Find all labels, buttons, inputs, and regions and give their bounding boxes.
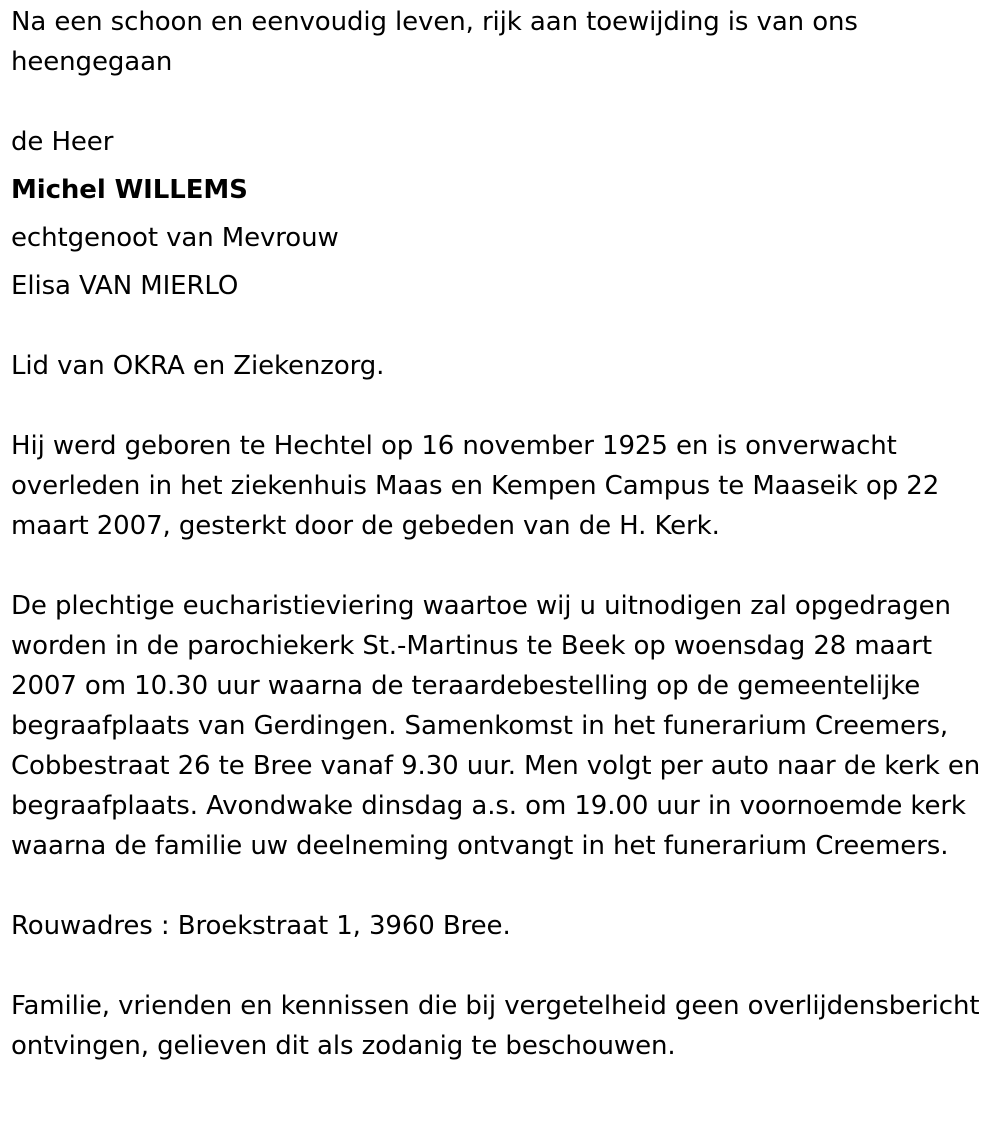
- spacer: [11, 946, 990, 986]
- spacer: [11, 82, 990, 122]
- spacer: [11, 866, 990, 906]
- membership-text: Lid van OKRA en Ziekenzorg.: [11, 351, 385, 381]
- deceased-name: Michel WILLEMS: [11, 175, 248, 205]
- spacer: [11, 306, 990, 346]
- title-line: de Heer: [11, 127, 114, 157]
- birth-death-text: Hij werd geboren te Hechtel op 16 november 1925 en is onverwacht overleden in het ziekenhuis Maas en Kempen Campus te Maaseik op 22 maart 2007, gesterkt door de gebeden van de H. Kerk.: [11, 431, 940, 541]
- spouse-name: Elisa VAN MIERLO: [11, 271, 239, 301]
- spacer: [11, 546, 990, 586]
- spacer: [11, 386, 990, 426]
- ceremony-text: De plechtige eucharistieviering waartoe wij u uitnodigen zal opgedragen worden in de parochiekerk St.-Martinus te Beek op woensdag 28 maart 2007 om 10.30 uur waarna de teraardebestelling op de gemeentelijke begraafplaats van Gerdingen. Samenkomst in het funerarium Creemers, Cobbestraat 26 te Bree vanaf 9.30 uur. Men volgt per auto naar de kerk en begraafplaats. Avondwake dinsdag a.s. om 19.00 uur in voornoemde kerk waarna de familie uw deelneming ontvangt in het funerarium Creemers.: [11, 591, 981, 861]
- closing-text: Familie, vrienden en kennissen die bij vergetelheid geen overlijdensbericht ontvingen, gelieven dit als zodanig te beschouwen.: [11, 991, 980, 1061]
- intro-text: Na een schoon en eenvoudig leven, rijk aan toewijding is van ons heengegaan: [11, 7, 858, 77]
- address-text: Rouwadres : Broekstraat 1, 3960 Bree.: [11, 911, 511, 941]
- spouse-line: echtgenoot van Mevrouw: [11, 223, 339, 253]
